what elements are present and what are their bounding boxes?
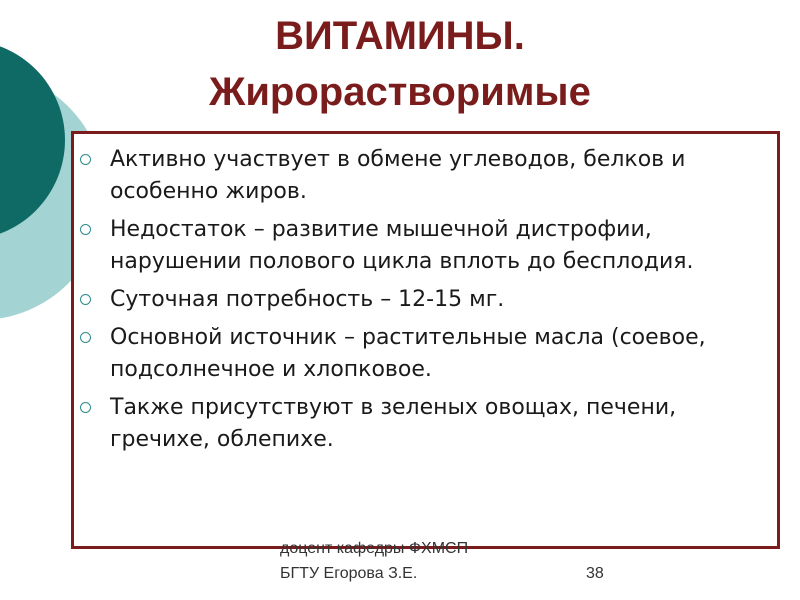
title-line-2: Жирорастворимые: [209, 70, 591, 114]
content-box: [71, 131, 780, 549]
hollow-circle-bullet-icon: [80, 402, 91, 413]
bullet-text: Основной источник – растительные масла (соевое, подсолнечное и хлопковое.: [110, 325, 706, 382]
hollow-circle-bullet-icon: [80, 224, 91, 235]
bullet-text: Недостаток – развитие мышечной дистрофии, нарушении полового цикла вплоть до бесплодия.: [110, 217, 694, 274]
slide-number: 38: [586, 565, 604, 582]
slide-title: [110, 8, 690, 120]
bullet-text: Также присутствуют в зеленых овощах, печени, гречихе, облепихе.: [110, 395, 677, 452]
bullet-text: Активно участвует в обмене углеводов, белков и особенно жиров.: [110, 147, 686, 204]
title-line-1: ВИТАМИНЫ.: [275, 14, 525, 58]
footer-author: [280, 536, 540, 586]
footer-line-1: доцент кафедры ФХМСП: [280, 540, 469, 557]
footer-line-2: БГТУ Егорова З.Е.: [280, 565, 418, 582]
bullet-item: [110, 284, 761, 316]
hollow-circle-bullet-icon: [80, 294, 91, 305]
bullet-item: [110, 144, 761, 208]
bullet-item: [110, 392, 761, 456]
bullet-list: [74, 134, 777, 456]
bullet-item: [110, 322, 761, 386]
hollow-circle-bullet-icon: [80, 154, 91, 165]
bullet-item: [110, 214, 761, 278]
bullet-text: Суточная потребность – 12-15 мг.: [110, 287, 505, 312]
hollow-circle-bullet-icon: [80, 332, 91, 343]
